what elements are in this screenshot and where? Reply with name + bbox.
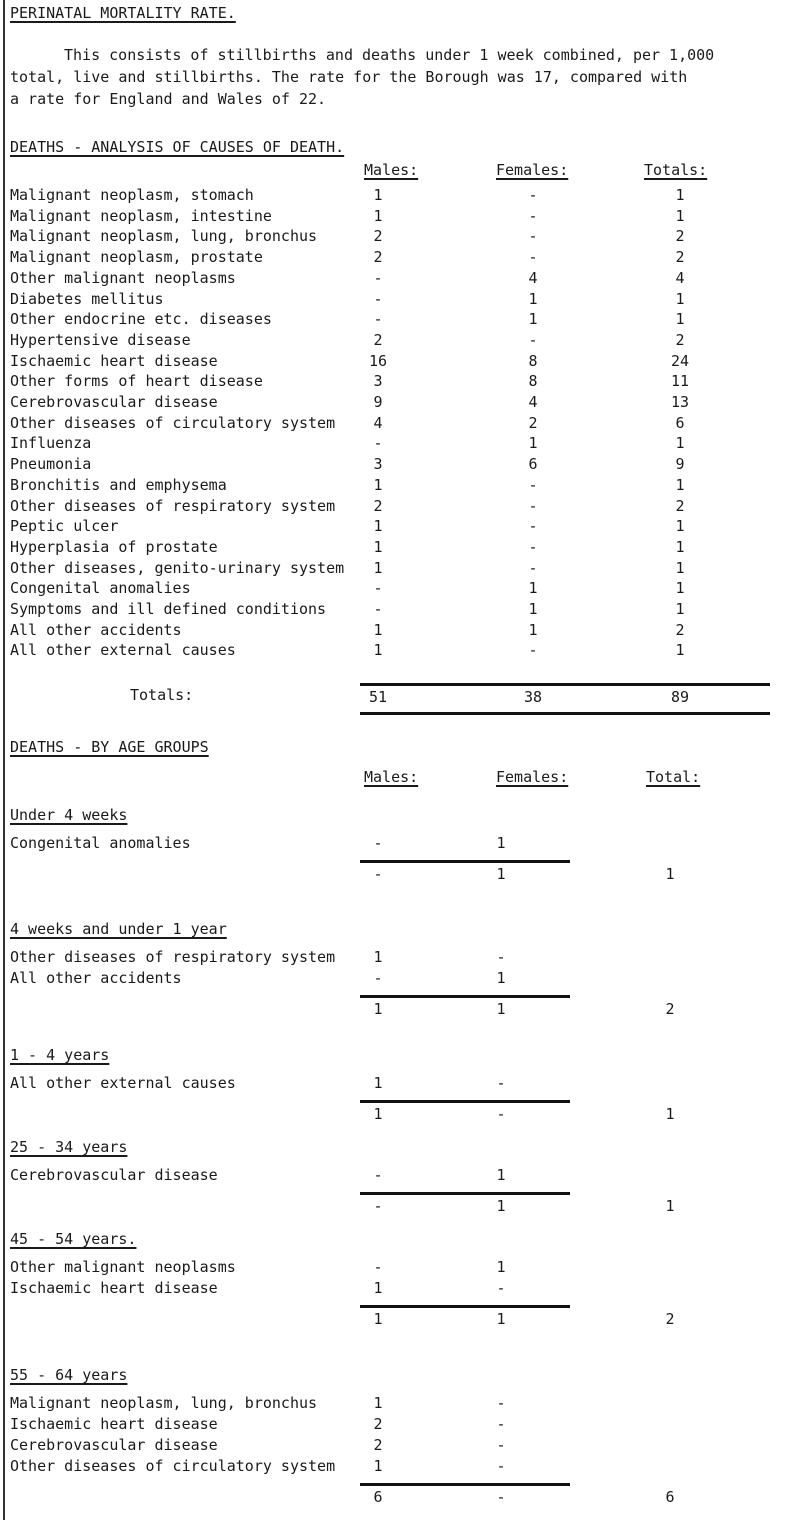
age-row-females: 1 bbox=[496, 969, 506, 987]
cause-name: Pneumonia bbox=[10, 455, 92, 473]
cause-total: 1 bbox=[675, 517, 685, 535]
cause-name: Malignant neoplasm, lung, bronchus bbox=[10, 227, 318, 245]
age-row-cause: All other accidents bbox=[10, 969, 182, 987]
age-row-females: 1 bbox=[496, 1258, 506, 1276]
age-row-cause: Cerebrovascular disease bbox=[10, 1436, 218, 1454]
age-row-males: 1 bbox=[373, 1279, 383, 1297]
causes-col-males: Males: bbox=[364, 161, 419, 179]
cause-name: Malignant neoplasm, intestine bbox=[10, 207, 272, 225]
age-subtotal-rule bbox=[360, 1305, 570, 1308]
cause-males: 3 bbox=[373, 372, 383, 390]
causes-totals-males: 51 bbox=[368, 688, 388, 706]
cause-total: 1 bbox=[675, 600, 685, 618]
causes-totals-label: Totals: bbox=[130, 686, 194, 704]
cause-females: - bbox=[528, 641, 538, 659]
age-subtotal-females: - bbox=[496, 1488, 506, 1506]
age-subtotal-rule bbox=[360, 995, 570, 998]
causes-col-totals: Totals: bbox=[644, 161, 708, 179]
cause-females: 1 bbox=[528, 621, 538, 639]
cause-females: 1 bbox=[528, 434, 538, 452]
causes-col-females: Females: bbox=[496, 161, 569, 179]
cause-total: 1 bbox=[675, 641, 685, 659]
cause-males: 2 bbox=[373, 248, 383, 266]
age-subtotal-total: 1 bbox=[665, 1105, 675, 1123]
cause-name: Other malignant neoplasms bbox=[10, 269, 236, 287]
cause-total: 2 bbox=[675, 227, 685, 245]
cause-name: Hypertensive disease bbox=[10, 331, 191, 349]
page-edge-line bbox=[3, 0, 5, 1520]
cause-males: - bbox=[373, 434, 383, 452]
age-subtotal-females: 1 bbox=[496, 1000, 506, 1018]
age-row-females: - bbox=[496, 1279, 506, 1297]
cause-name: Peptic ulcer bbox=[10, 517, 119, 535]
age-row-males: - bbox=[373, 1258, 383, 1276]
cause-total: 1 bbox=[675, 538, 685, 556]
cause-females: 8 bbox=[528, 352, 538, 370]
cause-total: 2 bbox=[675, 331, 685, 349]
age-row-females: - bbox=[496, 1074, 506, 1092]
age-row-cause: Other malignant neoplasms bbox=[10, 1258, 236, 1276]
cause-name: Bronchitis and emphysema bbox=[10, 476, 227, 494]
age-groups-heading: DEATHS - BY AGE GROUPS bbox=[10, 738, 209, 756]
cause-total: 2 bbox=[675, 248, 685, 266]
cause-total: 1 bbox=[675, 476, 685, 494]
cause-females: - bbox=[528, 248, 538, 266]
age-row-males: - bbox=[373, 834, 383, 852]
age-subtotal-rule bbox=[360, 1483, 570, 1486]
cause-total: 1 bbox=[675, 579, 685, 597]
cause-males: 2 bbox=[373, 497, 383, 515]
cause-males: 9 bbox=[373, 393, 383, 411]
age-group-label: 55 - 64 years bbox=[10, 1366, 128, 1384]
age-row-males: 1 bbox=[373, 1394, 383, 1412]
cause-males: 1 bbox=[373, 207, 383, 225]
age-group-label: Under 4 weeks bbox=[10, 806, 128, 824]
cause-males: 1 bbox=[373, 186, 383, 204]
age-row-females: - bbox=[496, 1436, 506, 1454]
cause-males: - bbox=[373, 579, 383, 597]
cause-total: 6 bbox=[675, 414, 685, 432]
age-subtotal-males: 6 bbox=[373, 1488, 383, 1506]
cause-name: Malignant neoplasm, prostate bbox=[10, 248, 263, 266]
cause-males: 1 bbox=[373, 559, 383, 577]
cause-females: - bbox=[528, 227, 538, 245]
age-col-males: Males: bbox=[364, 768, 419, 786]
cause-females: 1 bbox=[528, 600, 538, 618]
cause-total: 1 bbox=[675, 559, 685, 577]
perinatal-line-3: a rate for England and Wales of 22. bbox=[10, 90, 327, 108]
cause-total: 24 bbox=[670, 352, 690, 370]
age-subtotal-females: 1 bbox=[496, 865, 506, 883]
cause-males: 3 bbox=[373, 455, 383, 473]
age-row-cause: Other diseases of circulatory system bbox=[10, 1457, 336, 1475]
cause-name: Other endocrine etc. diseases bbox=[10, 310, 272, 328]
age-subtotal-total: 1 bbox=[665, 1197, 675, 1215]
age-subtotal-total: 6 bbox=[665, 1488, 675, 1506]
age-row-females: 1 bbox=[496, 834, 506, 852]
age-subtotal-males: 1 bbox=[373, 1105, 383, 1123]
cause-name: Cerebrovascular disease bbox=[10, 393, 218, 411]
cause-total: 2 bbox=[675, 621, 685, 639]
perinatal-line-1: This consists of stillbirths and deaths under 1 week combined, per 1,000 bbox=[64, 46, 715, 64]
cause-name: Hyperplasia of prostate bbox=[10, 538, 218, 556]
age-row-cause: Other diseases of respiratory system bbox=[10, 948, 336, 966]
cause-total: 4 bbox=[675, 269, 685, 287]
cause-name: Other diseases of respiratory system bbox=[10, 497, 336, 515]
cause-females: 2 bbox=[528, 414, 538, 432]
cause-males: - bbox=[373, 269, 383, 287]
cause-total: 1 bbox=[675, 310, 685, 328]
cause-females: - bbox=[528, 497, 538, 515]
age-subtotal-males: 1 bbox=[373, 1000, 383, 1018]
cause-males: 1 bbox=[373, 621, 383, 639]
cause-name: Influenza bbox=[10, 434, 92, 452]
cause-males: 2 bbox=[373, 227, 383, 245]
age-subtotal-females: 1 bbox=[496, 1310, 506, 1328]
cause-total: 2 bbox=[675, 497, 685, 515]
causes-totals-rule-top bbox=[360, 683, 770, 686]
cause-males: - bbox=[373, 290, 383, 308]
cause-males: 16 bbox=[368, 352, 388, 370]
age-subtotal-total: 2 bbox=[665, 1310, 675, 1328]
cause-name: Malignant neoplasm, stomach bbox=[10, 186, 254, 204]
age-row-males: 2 bbox=[373, 1436, 383, 1454]
age-row-males: 2 bbox=[373, 1415, 383, 1433]
age-subtotal-males: - bbox=[373, 865, 383, 883]
cause-name: Other forms of heart disease bbox=[10, 372, 263, 390]
cause-name: Diabetes mellitus bbox=[10, 290, 164, 308]
cause-males: 4 bbox=[373, 414, 383, 432]
age-row-males: 1 bbox=[373, 948, 383, 966]
cause-males: 1 bbox=[373, 538, 383, 556]
cause-name: Ischaemic heart disease bbox=[10, 352, 218, 370]
age-row-males: 1 bbox=[373, 1457, 383, 1475]
cause-total: 13 bbox=[670, 393, 690, 411]
cause-females: 1 bbox=[528, 579, 538, 597]
cause-total: 1 bbox=[675, 207, 685, 225]
cause-name: Symptoms and ill defined conditions bbox=[10, 600, 327, 618]
cause-total: 1 bbox=[675, 186, 685, 204]
age-col-females: Females: bbox=[496, 768, 569, 786]
age-row-males: - bbox=[373, 969, 383, 987]
age-group-label: 45 - 54 years. bbox=[10, 1230, 137, 1248]
age-row-females: 1 bbox=[496, 1166, 506, 1184]
age-subtotal-total: 2 bbox=[665, 1000, 675, 1018]
perinatal-line-2: total, live and stillbirths. The rate for the Borough was 17, compared with bbox=[10, 68, 688, 86]
cause-total: 11 bbox=[670, 372, 690, 390]
cause-name: Other diseases, genito-urinary system bbox=[10, 559, 345, 577]
cause-females: - bbox=[528, 207, 538, 225]
age-group-label: 4 weeks and under 1 year bbox=[10, 920, 227, 938]
cause-males: 1 bbox=[373, 517, 383, 535]
cause-total: 1 bbox=[675, 290, 685, 308]
cause-females: 4 bbox=[528, 269, 538, 287]
cause-name: All other accidents bbox=[10, 621, 182, 639]
cause-females: - bbox=[528, 559, 538, 577]
cause-females: - bbox=[528, 186, 538, 204]
age-subtotal-males: - bbox=[373, 1197, 383, 1215]
age-row-cause: Ischaemic heart disease bbox=[10, 1415, 218, 1433]
age-subtotal-rule bbox=[360, 1192, 570, 1195]
age-row-males: - bbox=[373, 1166, 383, 1184]
age-subtotal-total: 1 bbox=[665, 865, 675, 883]
age-group-label: 25 - 34 years bbox=[10, 1138, 128, 1156]
age-subtotal-females: 1 bbox=[496, 1197, 506, 1215]
cause-females: - bbox=[528, 538, 538, 556]
age-row-females: - bbox=[496, 948, 506, 966]
cause-females: 8 bbox=[528, 372, 538, 390]
cause-males: 1 bbox=[373, 476, 383, 494]
causes-totals-total: 89 bbox=[670, 688, 690, 706]
cause-females: - bbox=[528, 331, 538, 349]
cause-name: All other external causes bbox=[10, 641, 236, 659]
age-subtotal-rule bbox=[360, 1100, 570, 1103]
causes-heading: DEATHS - ANALYSIS OF CAUSES OF DEATH. bbox=[10, 138, 345, 156]
cause-males: 1 bbox=[373, 641, 383, 659]
cause-females: - bbox=[528, 517, 538, 535]
cause-name: Other diseases of circulatory system bbox=[10, 414, 336, 432]
cause-males: - bbox=[373, 600, 383, 618]
age-subtotal-males: 1 bbox=[373, 1310, 383, 1328]
age-subtotal-females: - bbox=[496, 1105, 506, 1123]
cause-males: - bbox=[373, 310, 383, 328]
perinatal-heading: PERINATAL MORTALITY RATE. bbox=[10, 4, 236, 22]
age-row-cause: Cerebrovascular disease bbox=[10, 1166, 218, 1184]
causes-totals-rule-bottom bbox=[360, 712, 770, 715]
cause-females: 1 bbox=[528, 310, 538, 328]
causes-totals-females: 38 bbox=[523, 688, 543, 706]
age-subtotal-rule bbox=[360, 860, 570, 863]
age-row-females: - bbox=[496, 1457, 506, 1475]
age-row-males: 1 bbox=[373, 1074, 383, 1092]
cause-females: 1 bbox=[528, 290, 538, 308]
cause-total: 1 bbox=[675, 434, 685, 452]
age-row-females: - bbox=[496, 1394, 506, 1412]
cause-females: - bbox=[528, 476, 538, 494]
age-col-total: Total: bbox=[646, 768, 701, 786]
age-group-label: 1 - 4 years bbox=[10, 1046, 110, 1064]
age-row-cause: Ischaemic heart disease bbox=[10, 1279, 218, 1297]
cause-males: 2 bbox=[373, 331, 383, 349]
age-row-cause: Malignant neoplasm, lung, bronchus bbox=[10, 1394, 318, 1412]
age-row-cause: All other external causes bbox=[10, 1074, 236, 1092]
cause-females: 6 bbox=[528, 455, 538, 473]
cause-total: 9 bbox=[675, 455, 685, 473]
age-row-cause: Congenital anomalies bbox=[10, 834, 191, 852]
cause-females: 4 bbox=[528, 393, 538, 411]
cause-name: Congenital anomalies bbox=[10, 579, 191, 597]
age-row-females: - bbox=[496, 1415, 506, 1433]
